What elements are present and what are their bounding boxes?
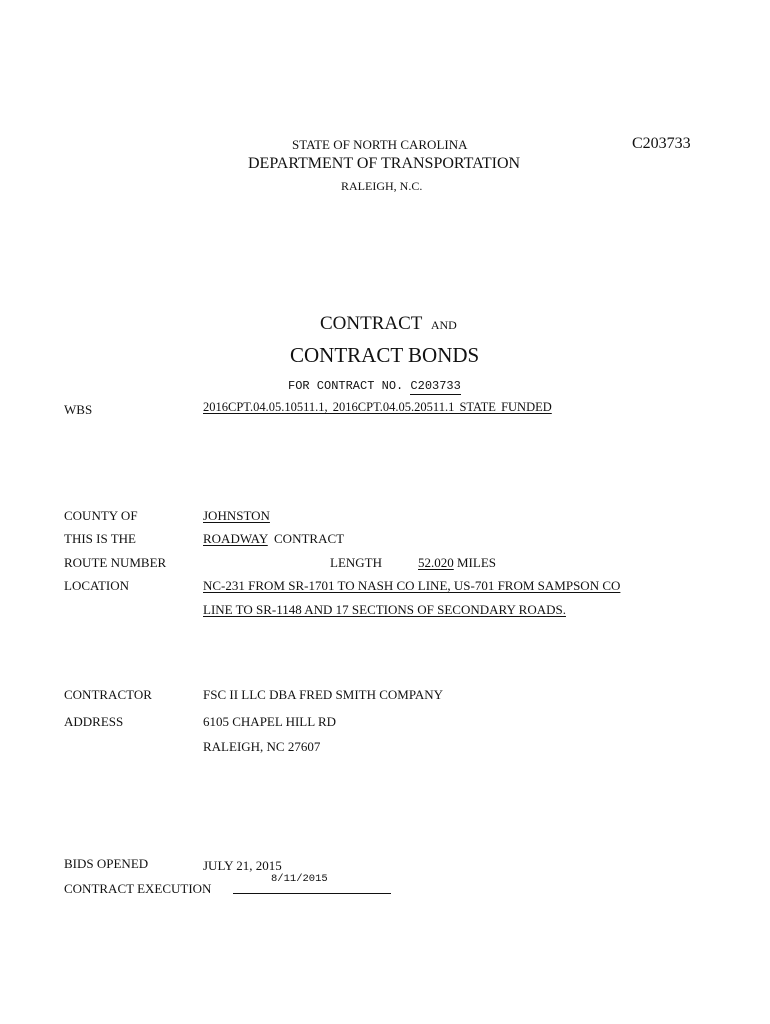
contract-execution-label: CONTRACT EXECUTION	[64, 881, 212, 896]
contract-execution-line	[233, 893, 391, 894]
department-heading: DEPARTMENT OF TRANSPORTATION	[248, 155, 521, 172]
length-unit: MILES	[457, 555, 496, 570]
address-label: ADDRESS	[64, 714, 124, 729]
contract-type-word: CONTRACT	[274, 531, 345, 546]
title-and-word: AND	[430, 318, 457, 332]
location-line-2: LINE TO SR-1148 AND 17 SECTIONS OF SECONDARY ROADS.	[203, 602, 566, 617]
contract-execution-value: 8/11/2015	[271, 873, 328, 885]
wbs-value: 2016CPT.04.05.10511.1, 2016CPT.04.05.20511.1 STATE FUNDED	[203, 400, 552, 414]
wbs-label: WBS	[64, 402, 93, 417]
title-contract	[320, 313, 457, 335]
length-field	[418, 555, 496, 571]
city-heading: RALEIGH, N.C.	[341, 179, 423, 193]
address-line-2: RALEIGH, NC 27607	[203, 739, 321, 754]
bids-opened-value: JULY 21, 2015	[203, 858, 282, 873]
location-label: LOCATION	[64, 578, 129, 593]
contractor-name: FSC II LLC DBA FRED SMITH COMPANY	[203, 687, 444, 702]
contract-type-value: ROADWAY	[203, 531, 268, 546]
county-label: COUNTY OF	[64, 508, 138, 523]
length-value: 52.020	[418, 555, 454, 570]
contract-id-header: C203733	[632, 135, 691, 152]
route-number-label: ROUTE NUMBER	[64, 555, 167, 570]
location-line-1: NC-231 FROM SR-1701 TO NASH CO LINE, US-701 FROM SAMPSON CO	[203, 578, 621, 593]
address-line-1: 6105 CHAPEL HILL RD	[203, 714, 337, 729]
bids-opened-label: BIDS OPENED	[64, 856, 149, 871]
state-heading: STATE OF NORTH CAROLINA	[292, 137, 468, 152]
for-contract-value: C203733	[410, 379, 461, 393]
title-contract-word: CONTRACT	[320, 313, 423, 334]
contract-type	[203, 531, 344, 547]
for-contract-number	[288, 379, 461, 393]
contractor-label: CONTRACTOR	[64, 687, 152, 702]
this-is-label: THIS IS THE	[64, 531, 136, 546]
for-contract-label: FOR CONTRACT NO.	[288, 379, 404, 393]
length-label: LENGTH	[330, 555, 382, 570]
county-value: JOHNSTON	[203, 508, 270, 523]
title-contract-bonds: CONTRACT BONDS	[290, 343, 480, 367]
